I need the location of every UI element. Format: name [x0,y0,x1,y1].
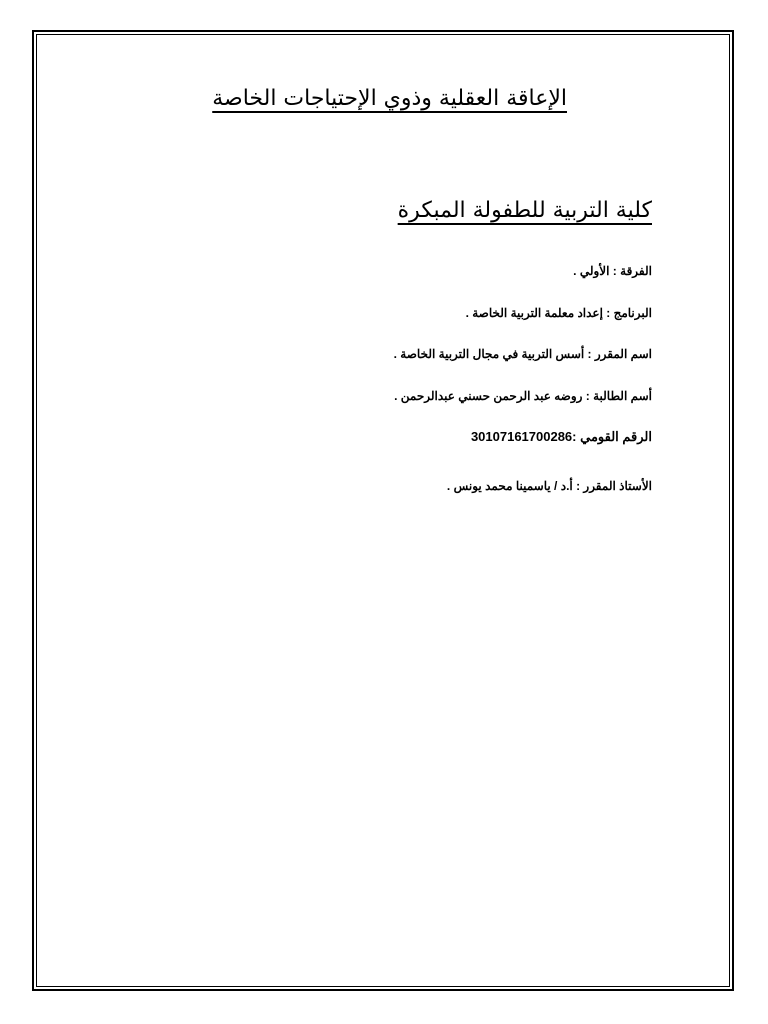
page-border-inner [36,34,730,987]
national-id-line: الرقم القومي :30107161700286 [470,429,652,444]
program-line: البرنامج : إعداد معلمة التربية الخاصة . [465,306,652,320]
document-title: الإعاقة العقلية وذوي الإحتياجات الخاصة [212,86,567,111]
course-name-line: اسم المقرر : أسس التربية في مجال التربية الخاصة . [393,347,652,361]
student-name-line: أسم الطالبة : روضه عبد الرحمن حسني عبدالرحمن . [394,389,652,403]
academic-year-line: الفرقة : الأولي . [573,264,652,278]
professor-line: الأستاذ المقرر : أ.د / ياسمينا محمد يونس . [446,479,652,493]
college-name: كلية التربية للطفولة المبكرة [397,198,652,223]
